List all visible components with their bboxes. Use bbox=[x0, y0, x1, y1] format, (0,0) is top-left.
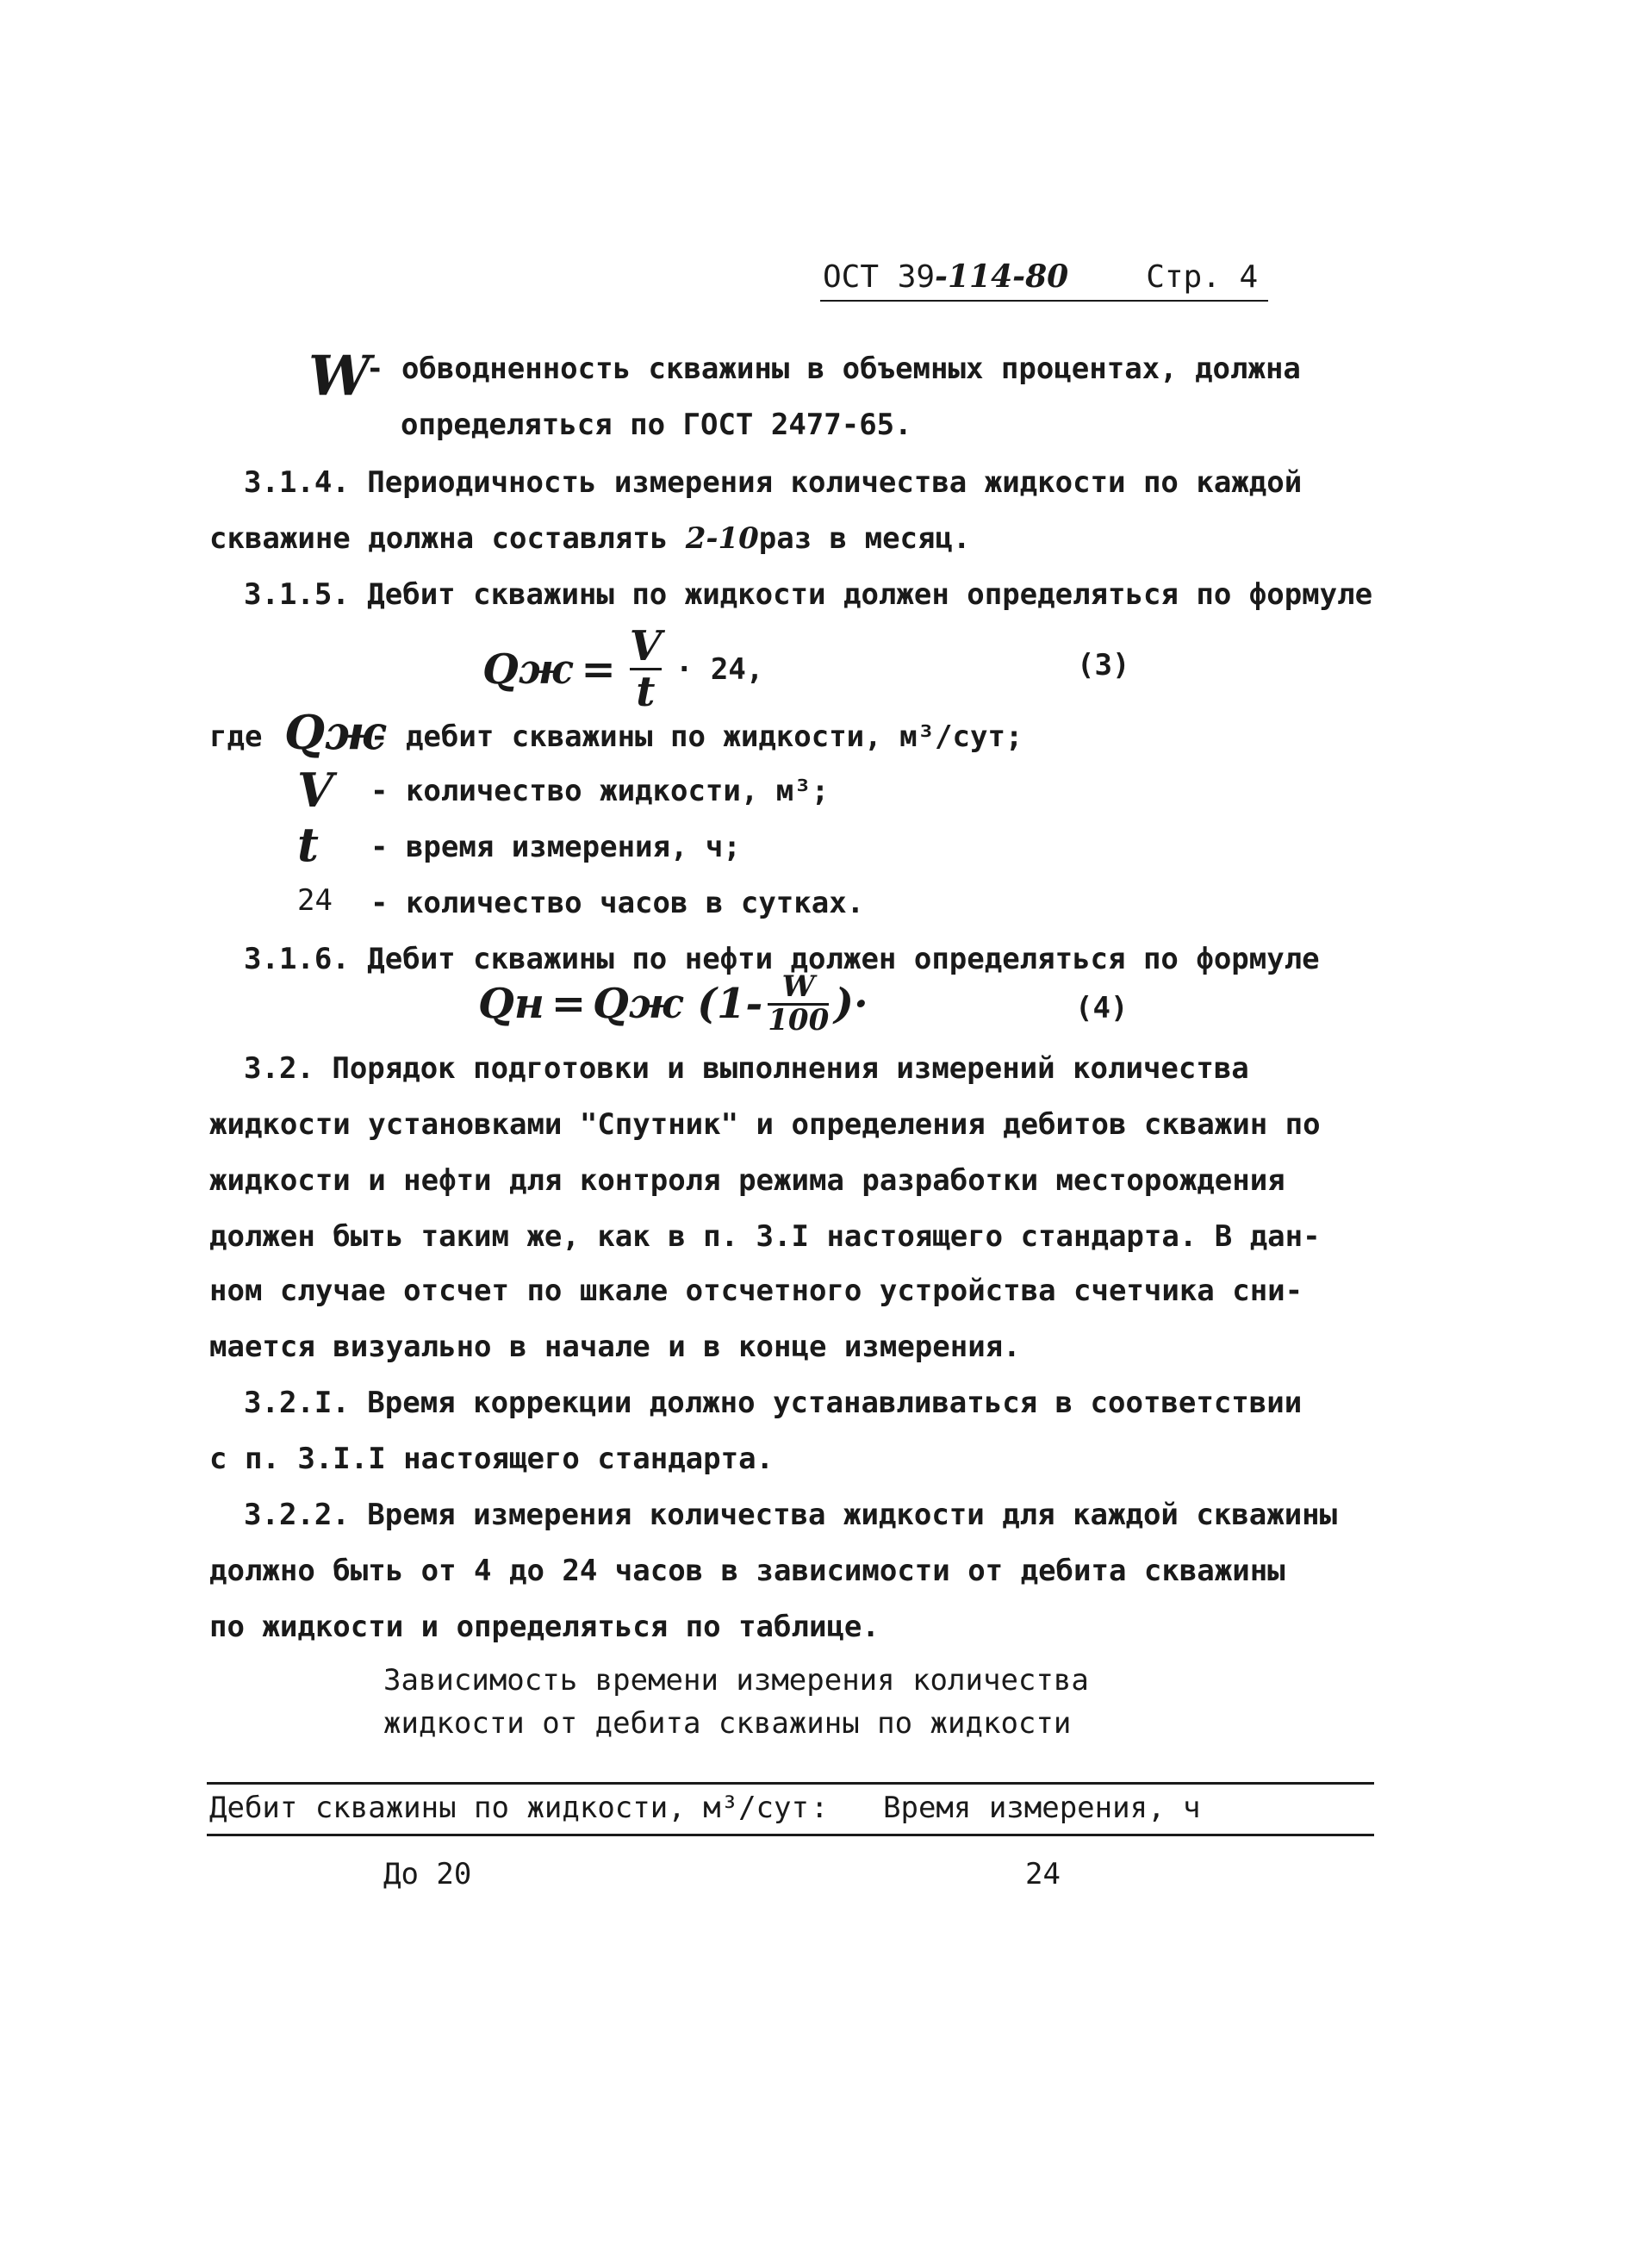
p314-text-pre: скважине должна составлять bbox=[209, 521, 686, 556]
formula3-denominator: t bbox=[636, 668, 656, 717]
paragraph-3-2-line5: ном случае отсчет по шкале отсчетного устройства счетчика сни- bbox=[209, 1274, 1303, 1308]
paragraph-3-2-1-line2: с п. 3.I.I настоящего стандарта. bbox=[209, 1442, 775, 1476]
paragraph-3-1-5-line1: 3.1.5. Дебит скважины по жидкости должен определяться по формуле bbox=[244, 577, 1373, 612]
formula3-equals: = bbox=[581, 645, 616, 694]
paragraph-3-1-4-line1: 3.1.4. Периодичность измерения количества жидкости по каждой bbox=[244, 465, 1303, 500]
formula4-lhs: Qн bbox=[478, 980, 544, 1029]
header-underline bbox=[820, 300, 1268, 302]
table-top-rule bbox=[207, 1782, 1374, 1785]
w-symbol: W bbox=[308, 344, 370, 408]
where-symbol-qzh: Qж bbox=[284, 705, 386, 760]
w-definition-line1: - обводненность скважины в объемных процентах, должна bbox=[366, 352, 1301, 386]
table-caption-line2: жидкости от дебита скважины по жидкости bbox=[383, 1706, 1072, 1741]
paragraph-3-2-1-line1: 3.2.I. Время коррекции должно устанавливаться в соответствии bbox=[244, 1386, 1303, 1420]
table-header-col1: Дебит скважины по жидкости, м³/сут: bbox=[209, 1791, 829, 1825]
formula4-rhs-pre: Qж (1- bbox=[593, 980, 763, 1029]
table-row1-col2: 24 bbox=[1025, 1857, 1061, 1891]
paragraph-3-2-line3: жидкости и нефти для контроля режима разработки месторождения bbox=[209, 1163, 1285, 1198]
p314-handwritten-count: 2-10 bbox=[685, 521, 759, 556]
paragraph-3-2-line2: жидкости установками "Спутник" и определения дебитов скважин по bbox=[209, 1107, 1321, 1142]
where-label: где bbox=[209, 720, 263, 754]
paragraph-3-1-6-line1: 3.1.6. Дебит скважины по нефти должен определяться по формуле bbox=[244, 942, 1320, 976]
formula4-denominator: 100 bbox=[768, 1002, 830, 1037]
paragraph-3-2-line4: должен быть таким же, как в п. 3.I настоящего стандарта. В дан- bbox=[209, 1219, 1321, 1254]
formula3-numerator: V bbox=[629, 622, 662, 670]
where-text-qzh: - дебит скважины по жидкости, м³/сут; bbox=[370, 720, 1023, 754]
table-header-col2: Время измерения, ч bbox=[883, 1791, 1201, 1825]
page-number: Стр. 4 bbox=[1146, 259, 1259, 295]
formula4-fraction bbox=[768, 969, 830, 1037]
formula4-numerator: W bbox=[781, 969, 815, 1004]
paragraph-3-2-line6: мается визуально в начале и в конце измерения. bbox=[209, 1330, 1021, 1364]
table-header-rule bbox=[207, 1834, 1374, 1836]
paragraph-3-2-2-line2: должно быть от 4 до 24 часов в зависимости от дебита скважины bbox=[209, 1554, 1285, 1588]
where-symbol-24: 24 bbox=[297, 883, 333, 918]
paragraph-3-1-4-line2 bbox=[209, 521, 970, 556]
formula3-tail: · 24, bbox=[675, 651, 764, 687]
table-header-col1-text: Дебит скважины по жидкости, м³/сут bbox=[209, 1791, 809, 1825]
formula-4 bbox=[478, 969, 868, 1037]
w-definition-line2: определяться по ГОСТ 2477-65. bbox=[401, 408, 912, 442]
where-symbol-v: V bbox=[297, 763, 333, 818]
where-text-v: - количество жидкости, м³; bbox=[370, 774, 830, 808]
document-header bbox=[823, 259, 1258, 295]
formula3-lhs: Qж bbox=[482, 645, 573, 694]
formula3-fraction bbox=[629, 622, 662, 717]
standard-number-handwritten: -114-80 bbox=[935, 259, 1069, 295]
formula-3 bbox=[482, 622, 764, 717]
where-symbol-t: t bbox=[297, 817, 319, 872]
where-text-24: - количество часов в сутках. bbox=[370, 886, 865, 920]
standard-code: ОСТ 39 bbox=[823, 259, 936, 295]
p314-text-post: раз в месяц. bbox=[758, 521, 971, 556]
formula4-number: (4) bbox=[1075, 991, 1129, 1025]
formula4-equals: = bbox=[551, 980, 587, 1029]
paragraph-3-2-2-line1: 3.2.2. Время измерения количества жидкости для каждой скважины bbox=[244, 1498, 1338, 1532]
paragraph-3-2-2-line3: по жидкости и определяться по таблице. bbox=[209, 1610, 880, 1644]
formula3-number: (3) bbox=[1077, 648, 1130, 682]
paragraph-3-2-line1: 3.2. Порядок подготовки и выполнения измерений количества bbox=[244, 1051, 1249, 1086]
table-row1-col1: До 20 bbox=[383, 1857, 472, 1891]
formula4-rhs-post: )· bbox=[834, 980, 868, 1029]
table-caption-line1: Зависимость времени измерения количества bbox=[383, 1663, 1089, 1698]
where-text-t: - время измерения, ч; bbox=[370, 830, 741, 864]
